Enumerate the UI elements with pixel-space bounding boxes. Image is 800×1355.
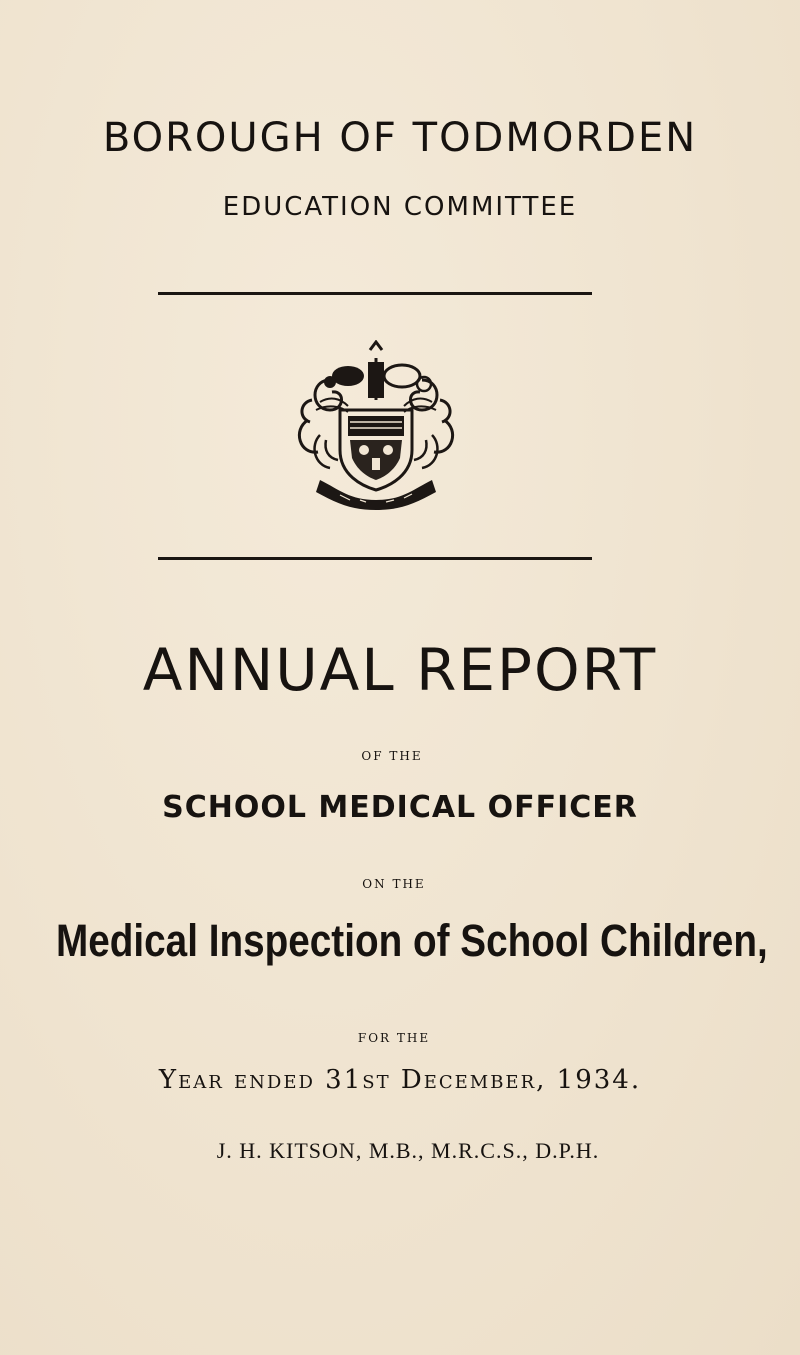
committee-subtitle: EDUCATION COMMITTEE xyxy=(222,192,578,222)
borough-title: BOROUGH OF TODMORDEN xyxy=(102,115,698,161)
report-title: ANNUAL REPORT xyxy=(142,636,658,704)
of-the-label: OF THE xyxy=(361,749,423,763)
report-author: J. H. KITSON, M.B., M.R.C.S., D.P.H. xyxy=(216,1138,600,1163)
coat-of-arms-icon xyxy=(290,340,462,512)
top-rule xyxy=(158,292,592,295)
bottom-rule xyxy=(158,557,592,560)
report-year: Year ended 31st December, 1934. xyxy=(158,1065,642,1095)
on-the-label: ON THE xyxy=(362,877,426,891)
officer-title: SCHOOL MEDICAL OFFICER xyxy=(162,790,638,825)
for-the-label: FOR THE xyxy=(357,1031,431,1045)
report-subject: Medical Inspection of School Children, xyxy=(56,915,768,966)
